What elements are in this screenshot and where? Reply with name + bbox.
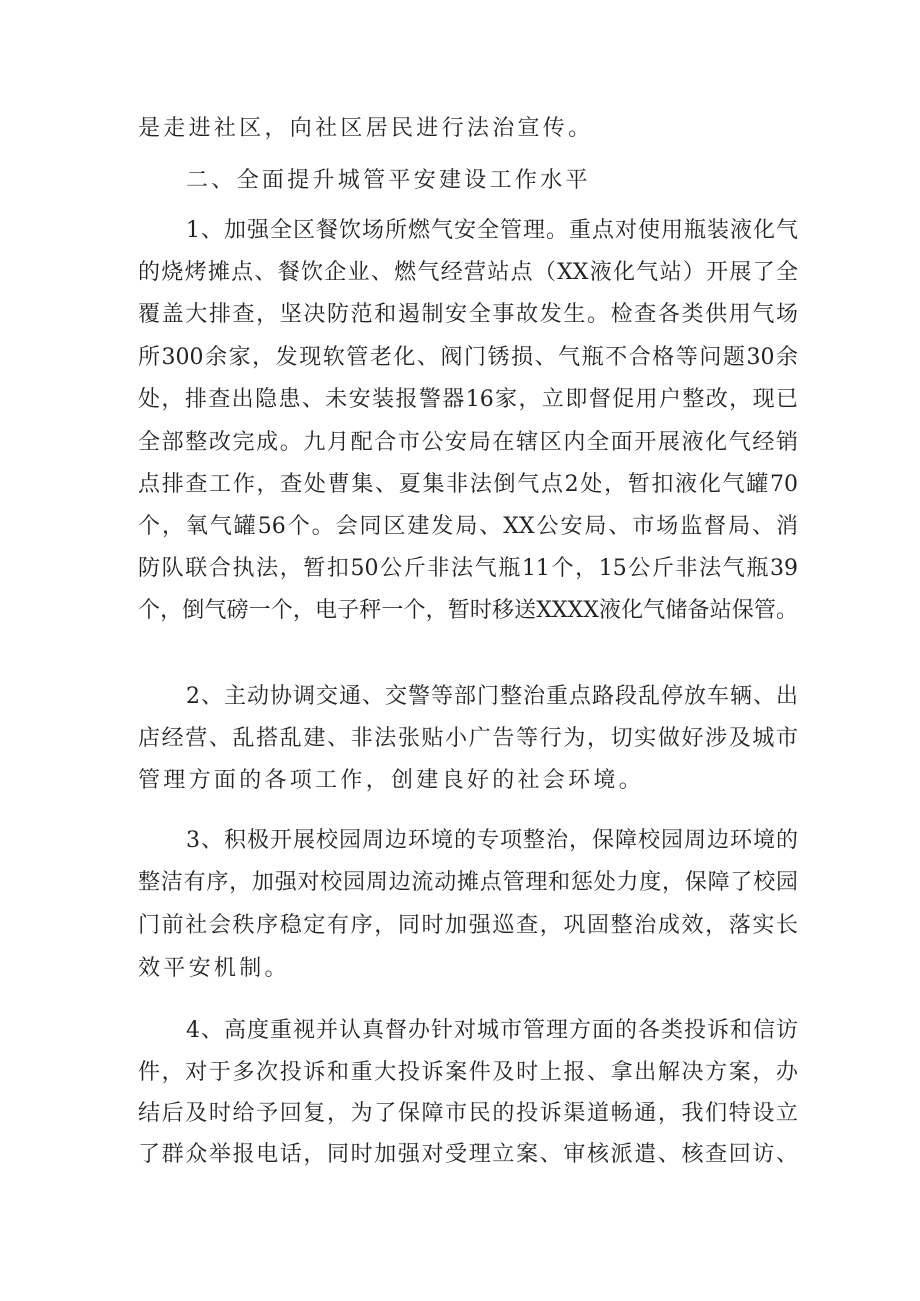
paragraph-line: 结后及时给予回复，为了保障市民的投诉渠道畅通，我们特设立 — [138, 1101, 798, 1126]
paragraph-line: 件，对于多次投诉和重大投诉案件及时上报、拿出解决方案，办 — [138, 1060, 798, 1085]
paragraph-line: 点排查工作，查处曹集、夏集非法倒气点2处，暂扣液化气罐70 — [138, 472, 798, 497]
paragraph-line: 全部整改完成。九月配合市公安局在辖区内全面开展液化气经销 — [138, 430, 798, 455]
paragraph-line: 1、加强全区餐饮场所燃气安全管理。重点对使用瓶装液化气 — [186, 218, 798, 243]
paragraph-line: 4、高度重视并认真督办针对城市管理方面的各类投诉和信访 — [186, 1018, 798, 1043]
paragraph-line: 的烧烤摊点、餐饮企业、燃气经营站点（XX液化气站）开展了全 — [138, 260, 798, 285]
paragraph-line: 整洁有序，加强对校园周边流动摊点管理和惩处力度，保障了校园 — [138, 870, 798, 895]
paragraph-line: 覆盖大排查，坚决防范和遏制安全事故发生。检查各类供用气场 — [138, 302, 798, 327]
paragraph-line: 3、积极开展校园周边环境的专项整治，保障校园周边环境的 — [186, 828, 798, 853]
paragraph-line: 个，倒气磅一个，电子秤一个，暂时移送XXXX液化气储备站保管。 — [138, 598, 798, 623]
paragraph-line: 了群众举报电话，同时加强对受理立案、审核派遣、核查回访、 — [138, 1142, 798, 1167]
paragraph-line: 管理方面的各项工作，创建良好的社会环境。 — [138, 768, 645, 793]
paragraph-line: 处，排查出隐患、未安装报警器16家，立即督促用户整改，现已 — [138, 387, 798, 412]
paragraph-line: 所300余家，发现软管老化、阀门锈损、气瓶不合格等问题30余 — [138, 345, 798, 370]
paragraph-line: 个，氧气罐56个。会同区建发局、XX公安局、市场监督局、消 — [138, 514, 798, 539]
paragraph-line: 店经营、乱搭乱建、非法张贴小广告等行为，切实做好涉及城市 — [138, 726, 798, 751]
paragraph-line: 防队联合执法，暂扣50公斤非法气瓶11个，15公斤非法气瓶39 — [138, 556, 798, 581]
paragraph-line: 效平安机制。 — [138, 956, 290, 981]
paragraph-line: 是走进社区，向社区居民进行法治宣传。 — [138, 116, 594, 141]
paragraph-line: 门前社会秩序稳定有序，同时加强巡查，巩固整治成效，落实长 — [138, 913, 798, 938]
paragraph-line: 2、主动协调交通、交警等部门整治重点路段乱停放车辆、出 — [186, 684, 798, 709]
section-heading: 二、全面提升城管平安建设工作水平 — [186, 168, 591, 193]
